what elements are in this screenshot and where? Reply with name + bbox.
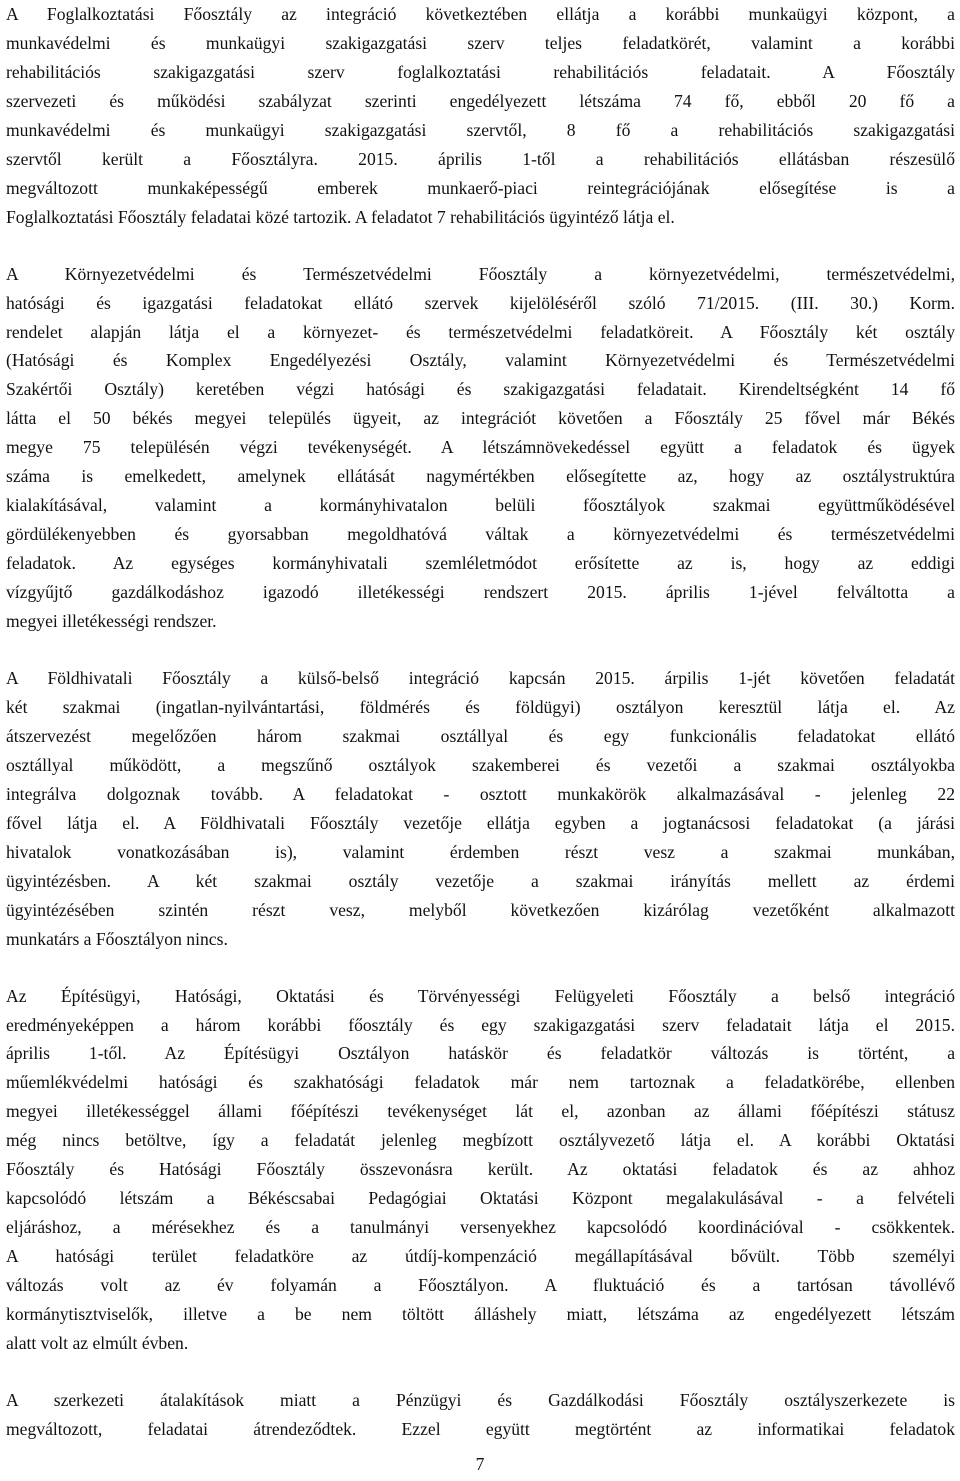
text-line: megváltozott munkaképességű emberek munkaerő-piaci reintegrációjának elősegítése is a <box>6 177 955 198</box>
text-line: két szakmai (ingatlan-nyilvántartási, földmérés és földügyi) osztályon keresztül látja el. Az <box>6 696 955 717</box>
text-line: rehabilitációs szakigazgatási szerv foglalkoztatási rehabilitációs feladatait. A Főosztály <box>6 61 955 82</box>
paragraph-5 <box>6 1386 955 1444</box>
text-line: osztállyal működött, a megszűnő osztályok szakemberei és vezetői a szakmai osztályokba <box>6 754 955 775</box>
text-line: alatt volt az elmúlt évben. <box>6 1332 189 1353</box>
text-line: A hatósági terület feladatköre az útdíj-kompenzáció megállapításával bővült. Több személyi <box>6 1246 955 1267</box>
text-line: A Környezetvédelmi és Természetvédelmi Főosztály a környezetvédelmi, természetvédelmi, <box>6 263 955 284</box>
text-line: ügyintézésében szintén részt vesz, melyből következően kizárólag vezetőként alkalmazott <box>6 899 955 920</box>
text-line: A szerkezeti átalakítások miatt a Pénzügyi és Gazdálkodási Főosztály osztályszerkezete is <box>6 1389 955 1410</box>
text-line: eljáráshoz, a mérésekhez és a tanulmányi versenyekhez kapcsolódó koordinációval - csökkentek. <box>6 1217 955 1238</box>
text-line: munkatárs a Főosztályon nincs. <box>6 928 228 949</box>
text-line: rendelet alapján látja el a környezet- és természetvédelmi feladatköreit. A Főosztály két osztály <box>6 321 955 342</box>
paragraph-2 <box>6 260 955 636</box>
text-line: fővel látja el. A Földhivatali Főosztály vezetője ellátja egyben a jogtanácsosi feladatokat (a járási <box>6 812 955 833</box>
text-line: Főosztály és Hatósági Főosztály összevonásra került. Az oktatási feladatok és az ahhoz <box>6 1159 955 1180</box>
text-line: A Foglalkoztatási Főosztály az integráció következtében ellátja a korábbi munkaügyi központ, a <box>6 4 955 24</box>
text-line: szervezeti és működési szabályzat szerinti engedélyezett létszáma 74 fő, ebből 20 fő a <box>6 90 955 111</box>
text-line: száma is emelkedett, amelynek ellátását nagymértékben elősegítette az, hogy az osztálystruktúra <box>6 466 955 487</box>
text-line: látta el 50 békés megyei település ügyeit, az integrációt követően a Főosztály 25 fővel már Békés <box>6 408 955 429</box>
text-line: megyei illetékességgel állami főépítészi tevékenységet lát el, azonban az állami főépítészi státusz <box>6 1101 955 1122</box>
text-line: munkavédelmi és munkaügyi szakigazgatási szervtől, 8 fő a rehabilitációs szakigazgatási <box>6 119 955 140</box>
text-line: változás volt az év folyamán a Főosztályon. A fluktuáció és a tartósan távollévő <box>6 1275 955 1296</box>
text-line: műemlékvédelmi hatósági és szakhatósági feladatok már nem tartoznak a feladatkörébe, ellenben <box>6 1072 955 1093</box>
text-line: Foglalkoztatási Főosztály feladatai közé tartozik. A feladatot 7 rehabilitációs ügyintéző látja el. <box>6 206 675 227</box>
text-line: kapcsolódó létszám a Békéscsabai Pedagógiai Oktatási Központ megalakulásával - a felvételi <box>6 1188 955 1209</box>
text-line: (Hatósági és Komplex Engedélyezési Osztály, valamint Környezetvédelmi és Természetvédelmi <box>6 350 955 371</box>
text-line: április 1-től. Az Építésügyi Osztályon hatáskör és feladatkör változás is történt, a <box>6 1043 955 1064</box>
text-line: Az Építésügyi, Hatósági, Oktatási és Törvényességi Felügyeleti Főosztály a belső integráció <box>6 985 955 1006</box>
text-line: munkavédelmi és munkaügyi szakigazgatási szerv teljes feladatkörét, valamint a korábbi <box>6 32 955 53</box>
text-line: kialakításával, valamint a kormányhivatalon belüli főosztályok szakmai együttműködésével <box>6 495 955 516</box>
body-text <box>6 0 955 1444</box>
text-line: hivatalok vonatkozásában is), valamint érdemben részt vesz a szakmai munkában, <box>6 841 955 862</box>
text-line: gördülékenyebben és gyorsabban megoldhatóvá váltak a környezetvédelmi és természetvédelmi <box>6 524 955 545</box>
text-line: megye 75 településén végzi tevékenységét. A létszámnövekedéssel együtt a feladatok és ügyek <box>6 437 955 458</box>
paragraph-1 <box>6 0 955 232</box>
text-line: hatósági és igazgatási feladatokat ellátó szervek kijelöléséről szóló 71/2015. (III. 30.) Korm. <box>6 292 955 313</box>
text-line: Szakértői Osztály) keretében végzi hatósági és szakigazgatási feladatait. Kirendeltségként 14 fő <box>6 379 955 400</box>
text-line: A Földhivatali Főosztály a külső-belső integráció kapcsán 2015. árpilis 1-jét követően feladatát <box>6 668 955 689</box>
text-line: feladatok. Az egységes kormányhivatali szemléletmódot erősítette az is, hogy az eddigi <box>6 553 955 574</box>
page-number: 7 <box>475 1454 485 1474</box>
text-line: integrálva dolgoznak tovább. A feladatokat - osztott munkakörök alkalmazásával - jelenleg 22 <box>6 783 955 804</box>
text-line: ügyintézésben. A két szakmai osztály vezetője a szakmai irányítás mellett az érdemi <box>6 870 955 891</box>
text-line: megyei illetékességi rendszer. <box>6 611 217 632</box>
text-line: átszervezést megelőzően három szakmai osztállyal és egy funkcionális feladatokat ellátó <box>6 725 955 746</box>
text-line: szervtől került a Főosztályra. 2015. április 1-től a rehabilitációs ellátásban részesülő <box>6 148 955 169</box>
text-line: megváltozott, feladatai átrendeződtek. Ezzel együtt megtörtént az informatikai feladatok <box>6 1418 955 1439</box>
text-line: vízgyűjtő gazdálkodáshoz igazodó illetékességi rendszert 2015. április 1-jével felváltotta a <box>6 582 955 603</box>
paragraph-4 <box>6 982 955 1358</box>
text-line: kormánytisztviselők, illetve a be nem töltött álláshely miatt, létszáma az engedélyezett létszám <box>6 1304 955 1325</box>
paragraph-3 <box>6 664 955 954</box>
text-line: eredményeképpen a három korábbi főosztály és egy szakigazgatási szerv feladatait látja el 2015. <box>6 1014 955 1035</box>
text-line: még nincs betöltve, így a feladatát jelenleg megbízott osztályvezető látja el. A korábbi Oktatási <box>6 1130 955 1151</box>
